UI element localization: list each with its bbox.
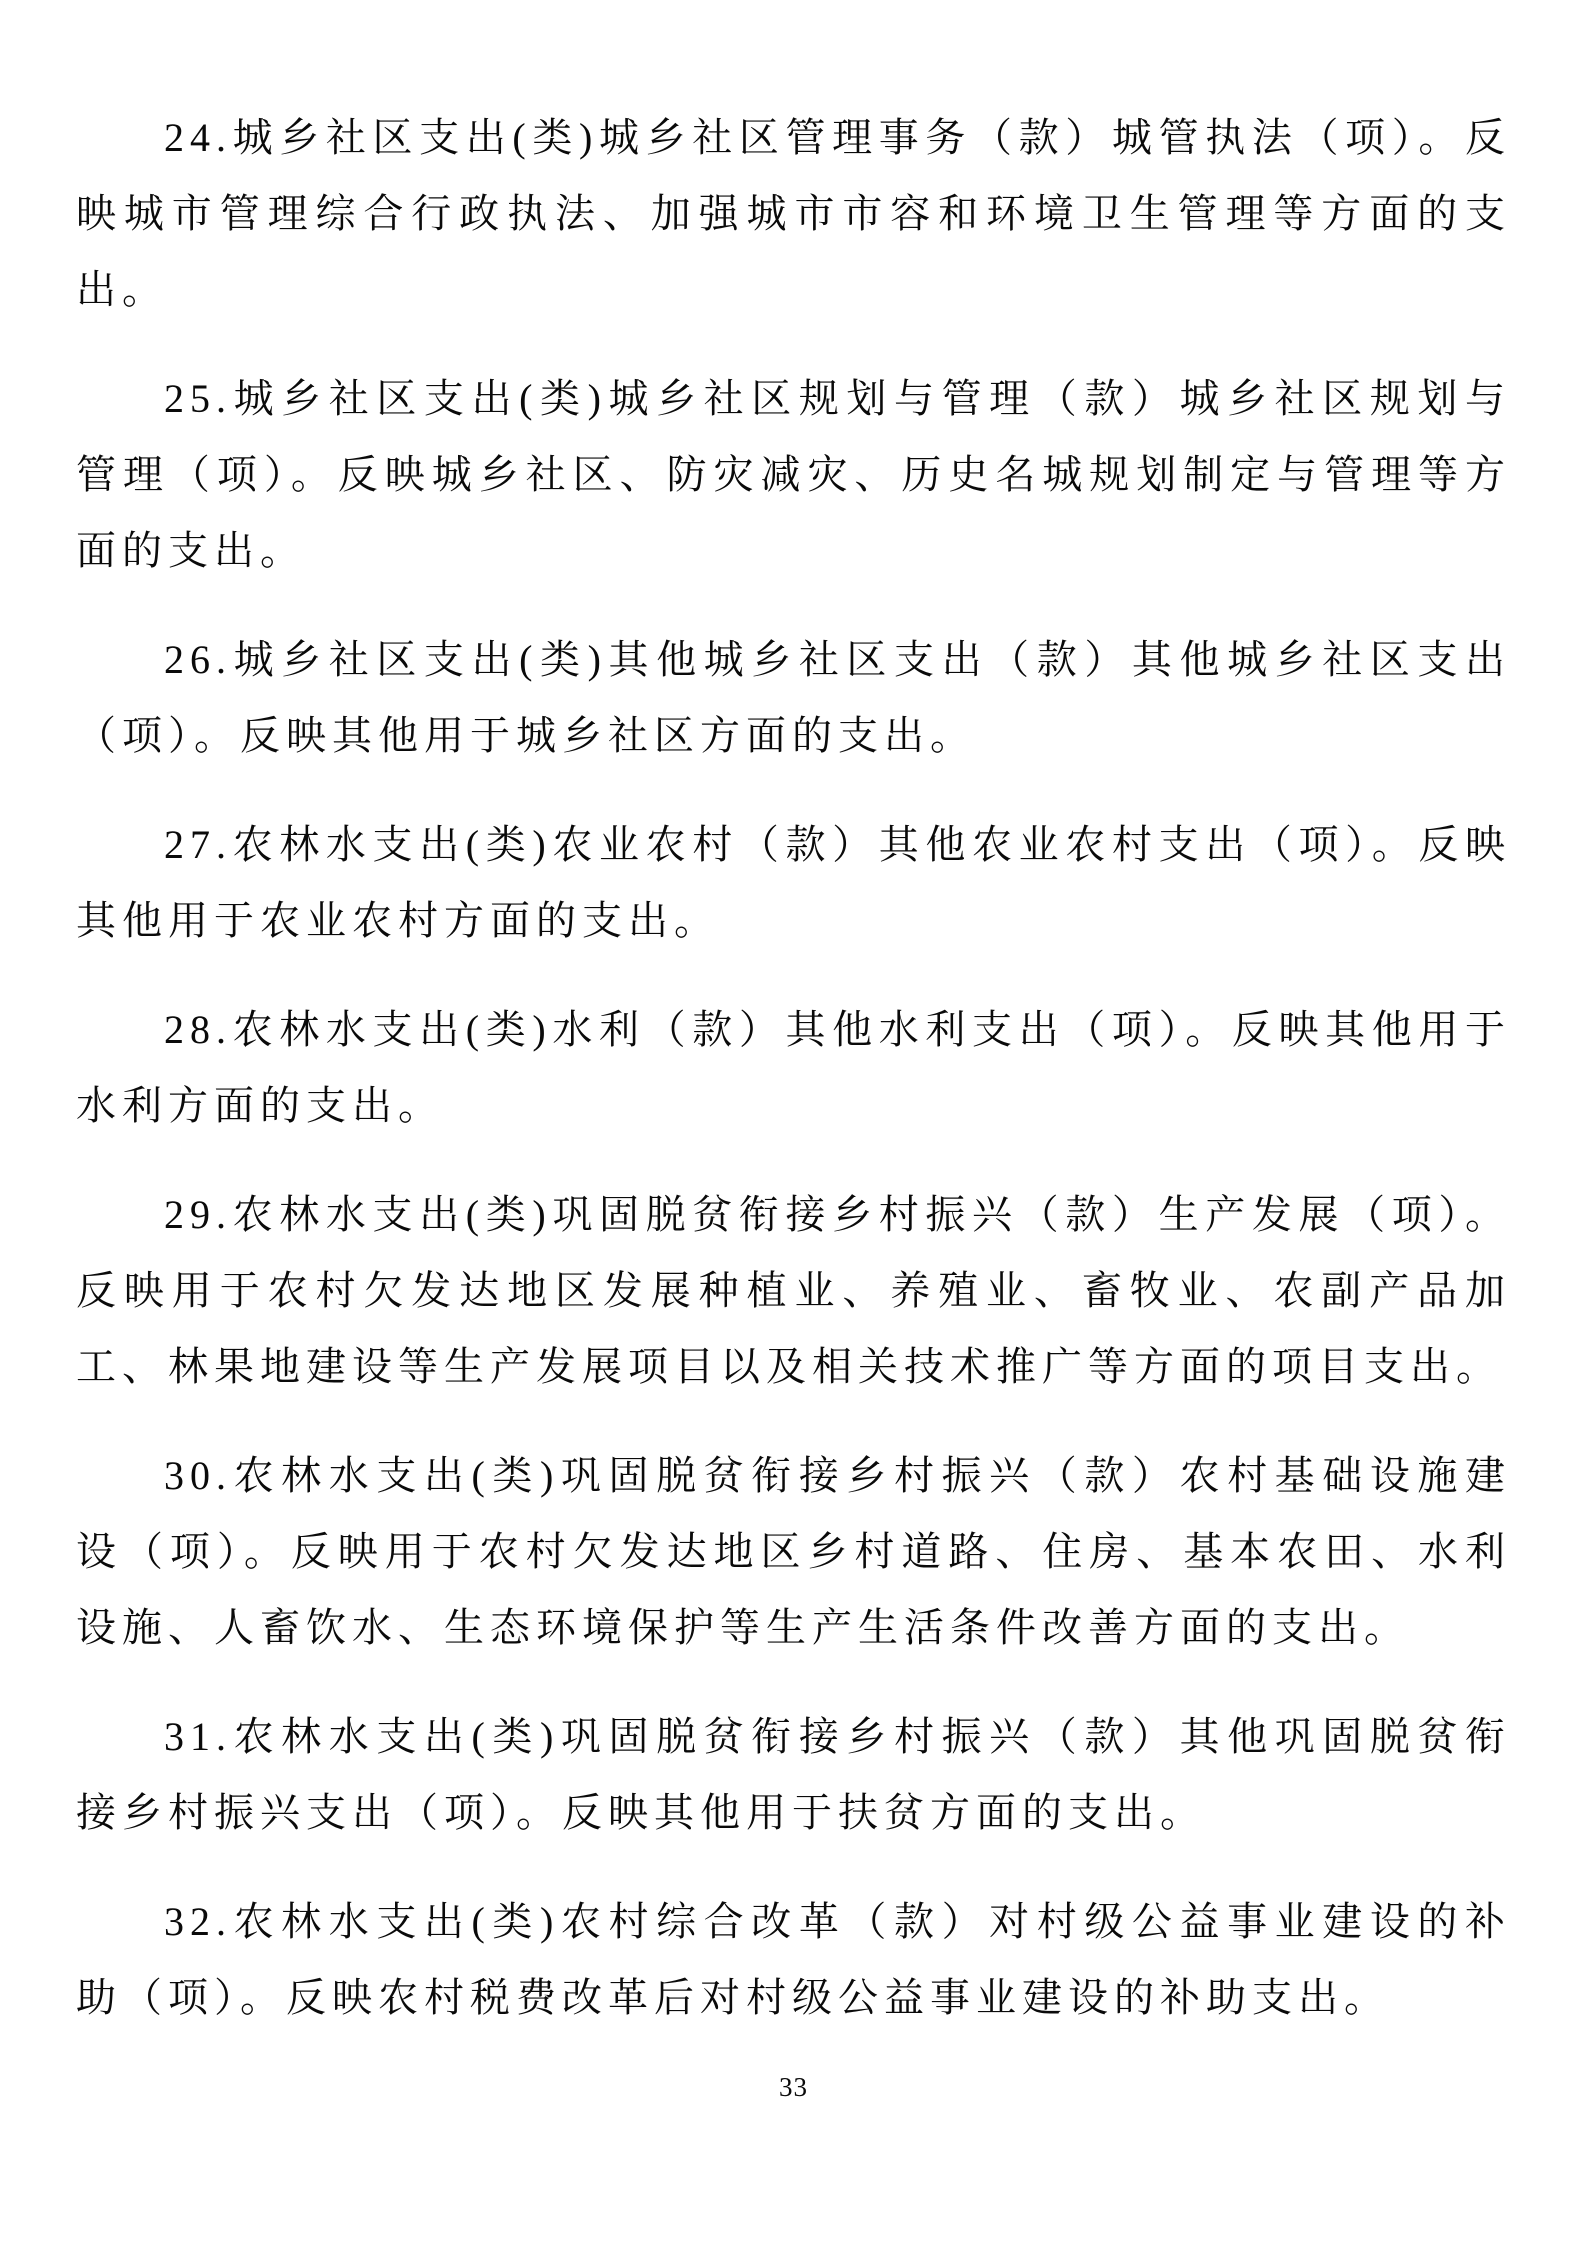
paragraph-item-27: 27.农林水支出(类)农业农村（款）其他农业农村支出（项）。反映其他用于农业农村方面的支出。 [76, 822, 1511, 943]
page-number: 33 [779, 2072, 808, 2102]
paragraph-item-29: 29.农林水支出(类)巩固脱贫衔接乡村振兴（款）生产发展（项）。反映用于农村欠发达地区发展种植业、养殖业、畜牧业、农副产品加工、林果地建设等生产发展项目以及相关技术推广等方面的项目支出。 [76, 1192, 1511, 1389]
paragraph-item-24: 24.城乡社区支出(类)城乡社区管理事务（款）城管执法（项）。反映城市管理综合行政执法、加强城市市容和环境卫生管理等方面的支出。 [76, 115, 1511, 312]
paragraph-item-25: 25.城乡社区支出(类)城乡社区规划与管理（款）城乡社区规划与管理（项）。反映城乡社区、防灾减灾、历史名城规划制定与管理等方面的支出。 [76, 376, 1511, 573]
paragraph-item-28: 28.农林水支出(类)水利（款）其他水利支出（项）。反映其他用于水利方面的支出。 [76, 1007, 1511, 1128]
paragraph-item-26: 26.城乡社区支出(类)其他城乡社区支出（款）其他城乡社区支出（项）。反映其他用于城乡社区方面的支出。 [76, 637, 1511, 758]
paragraph-item-31: 31.农林水支出(类)巩固脱贫衔接乡村振兴（款）其他巩固脱贫衔接乡村振兴支出（项）。反映其他用于扶贫方面的支出。 [76, 1714, 1511, 1835]
paragraph-item-30: 30.农林水支出(类)巩固脱贫衔接乡村振兴（款）农村基础设施建设（项）。反映用于农村欠发达地区乡村道路、住房、基本农田、水利设施、人畜饮水、生态环境保护等生产生活条件改善方面的支出。 [76, 1453, 1511, 1650]
paragraph-item-32: 32.农林水支出(类)农村综合改革（款）对村级公益事业建设的补助（项）。反映农村税费改革后对村级公益事业建设的补助支出。 [76, 1899, 1511, 2020]
